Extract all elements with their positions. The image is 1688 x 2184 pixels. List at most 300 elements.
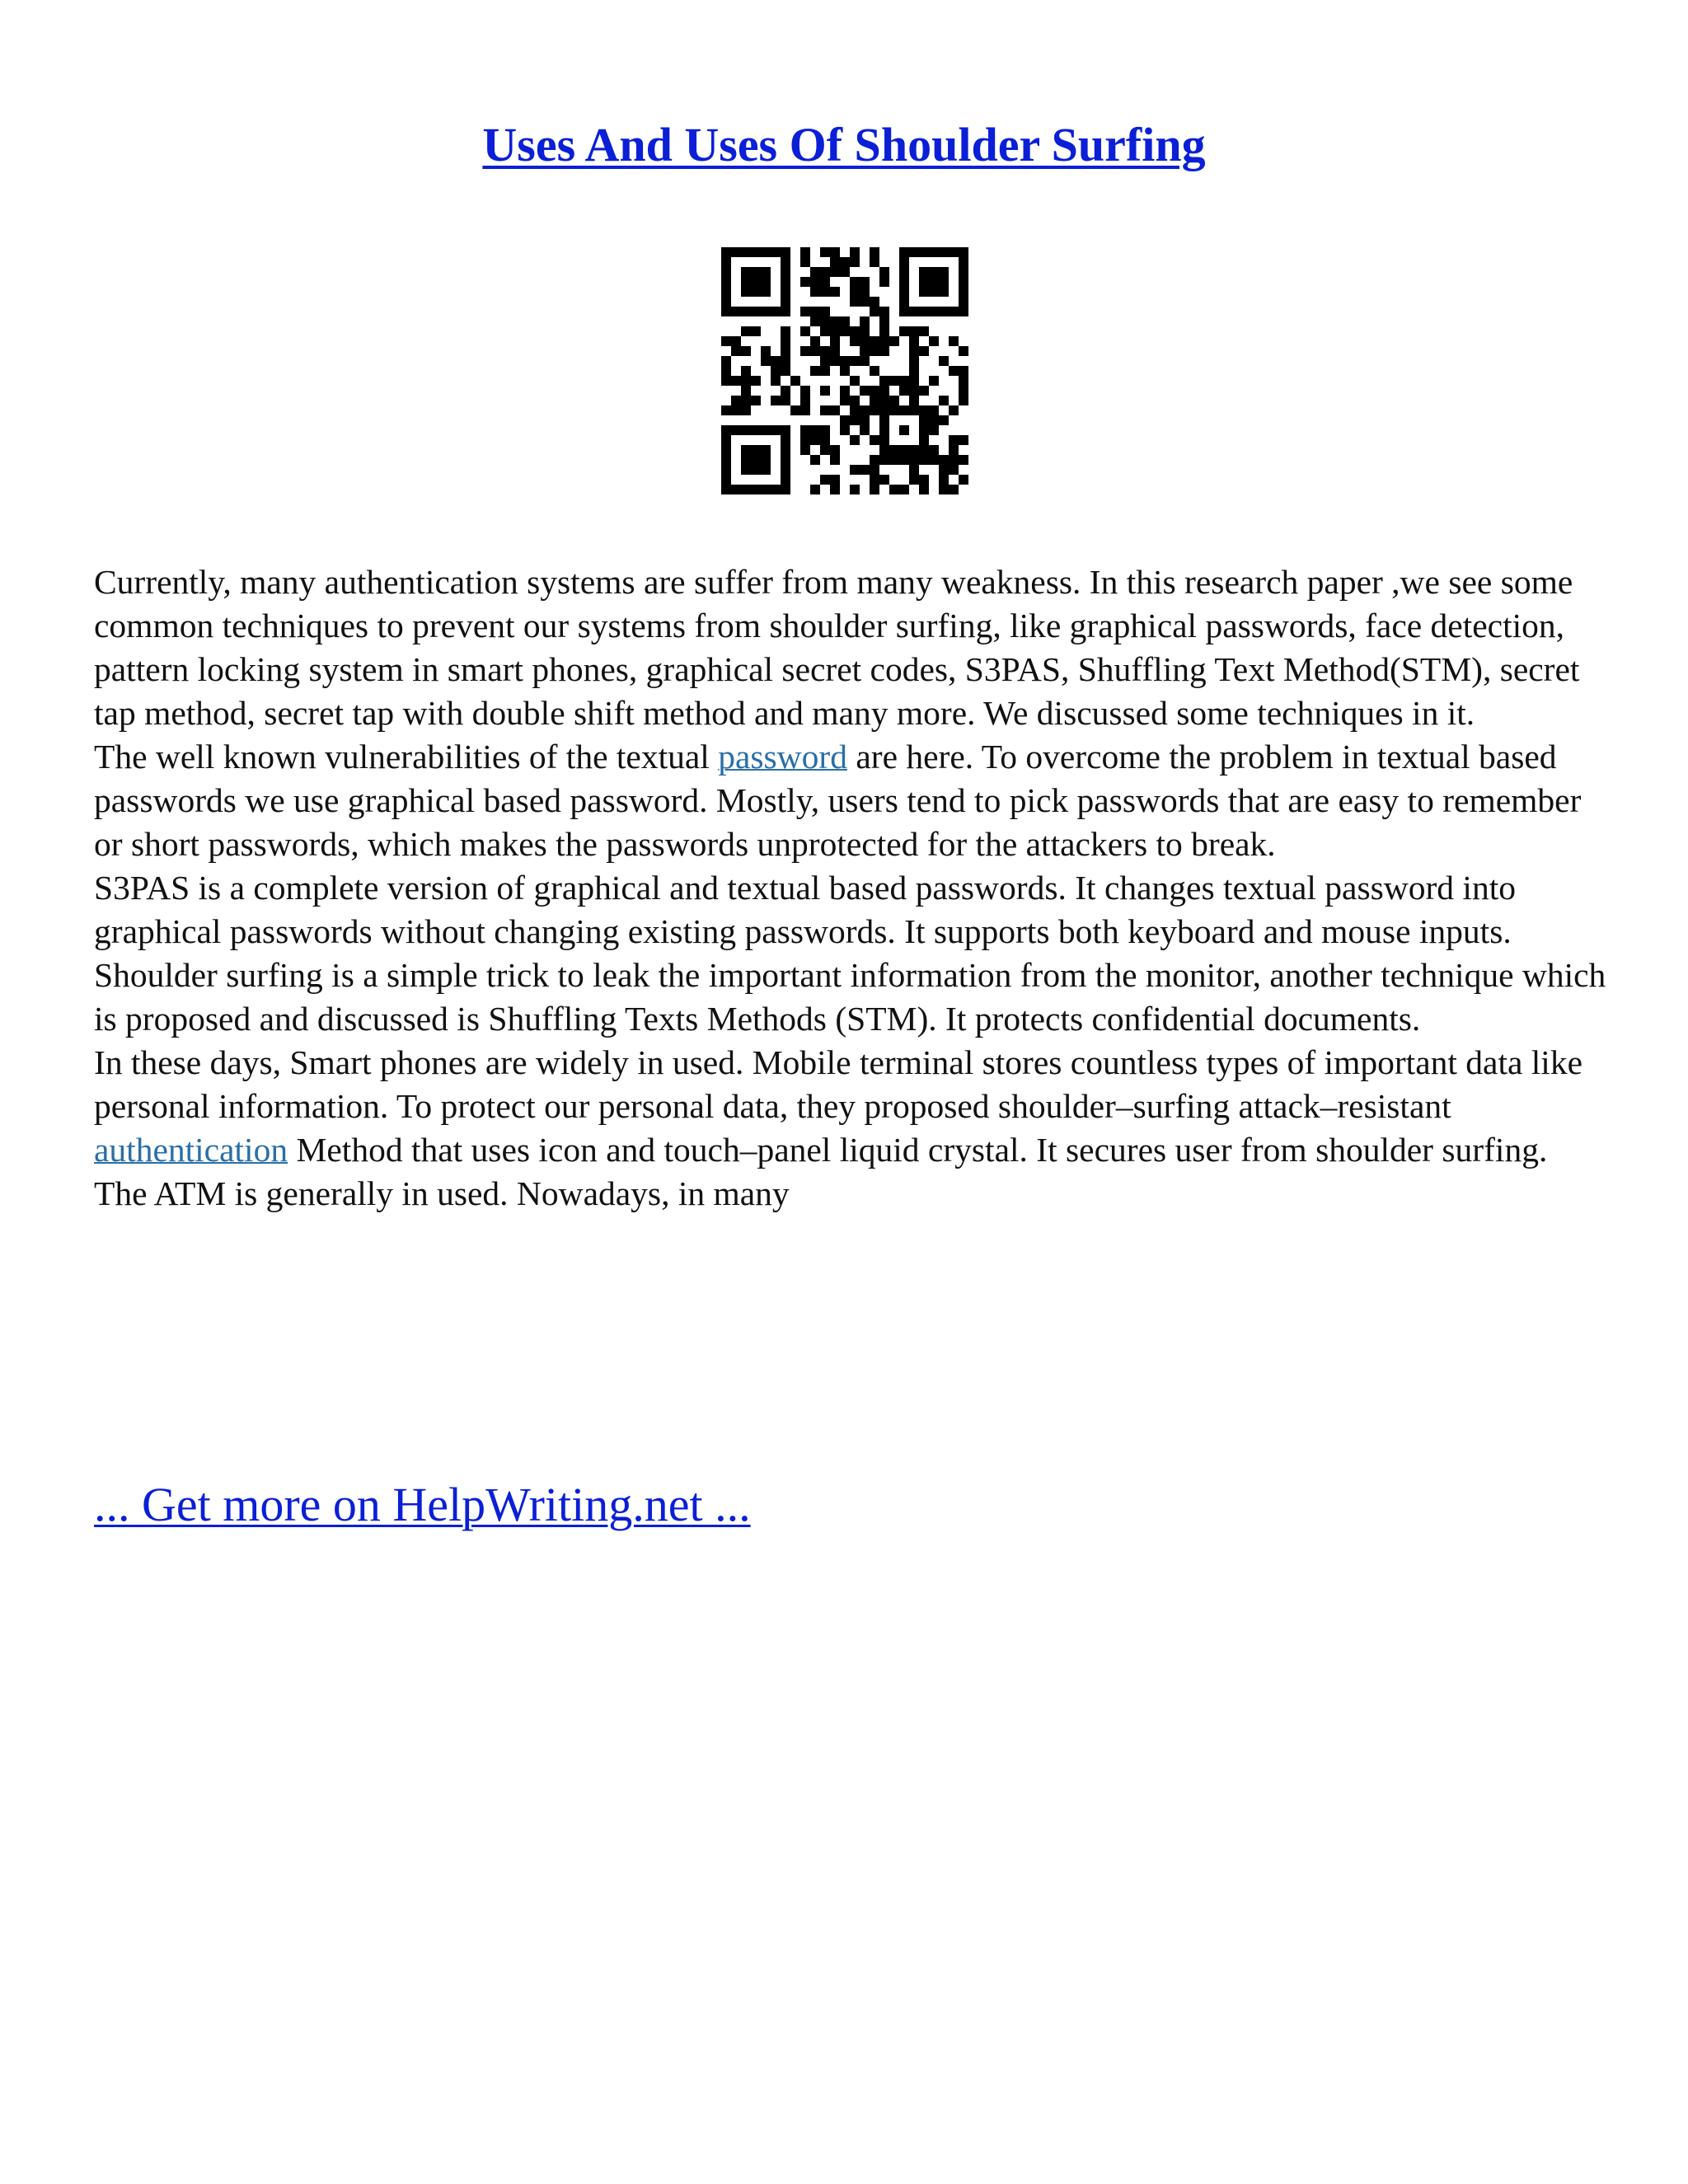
qr-module	[959, 386, 968, 396]
qr-module	[800, 346, 810, 356]
qr-module	[790, 405, 800, 415]
qr-module	[919, 247, 929, 257]
qr-module	[850, 376, 860, 386]
qr-module	[741, 465, 751, 475]
qr-module	[850, 435, 860, 445]
qr-module	[919, 267, 929, 277]
qr-module	[959, 376, 968, 386]
qr-module	[929, 455, 939, 465]
qr-module	[820, 307, 830, 316]
qr-module	[889, 445, 899, 455]
paragraph-1: Currently, many authentication systems are suffer from many weakness. In this research paper ,we see some common techniques to prevent our systems from shoulder surfing, like graphical passwords, face detection, pattern locking system in smart phones, graphical secret codes, S3PAS, Shuffling Text Method(STM), secret tap method, secret tap with double shift method and many more. We discussed some techniques in it.	[94, 563, 1580, 732]
qr-module	[939, 475, 949, 485]
qr-module	[959, 307, 968, 316]
paragraph-3: S3PAS is a complete version of graphical and textual based passwords. It changes textual password into graphical passwords without changing existing passwords. It supports both keyboard and mouse inputs.	[94, 869, 1516, 950]
qr-module	[741, 485, 751, 494]
qr-module	[761, 356, 771, 366]
qr-module	[899, 386, 909, 396]
qr-module	[919, 485, 929, 494]
qr-module	[879, 405, 889, 415]
qr-module	[860, 465, 870, 475]
qr-module	[781, 396, 790, 405]
qr-module	[889, 396, 899, 405]
qr-module	[721, 475, 731, 485]
qr-module	[959, 435, 968, 445]
qr-module	[751, 267, 761, 277]
qr-module	[721, 485, 731, 494]
qr-module	[919, 405, 929, 415]
qr-module	[731, 346, 741, 356]
qr-module	[860, 356, 870, 366]
qr-module	[741, 277, 751, 287]
qr-module	[761, 277, 771, 287]
qr-module	[879, 455, 889, 465]
qr-module	[830, 326, 840, 336]
qr-module	[899, 297, 909, 307]
qr-module	[781, 257, 790, 267]
qr-module	[820, 445, 830, 455]
qr-module	[879, 475, 889, 485]
qr-module	[781, 366, 790, 376]
qr-module	[820, 356, 830, 366]
qr-module	[850, 277, 860, 287]
qr-module	[870, 247, 879, 257]
qr-module	[939, 287, 949, 297]
qr-module	[939, 455, 949, 465]
qr-module	[870, 396, 879, 405]
qr-module	[939, 277, 949, 287]
paragraph-6: The ATM is generally in used. Nowadays, in many	[94, 1174, 790, 1212]
qr-module	[771, 247, 781, 257]
qr-module	[781, 445, 790, 455]
qr-module	[731, 247, 741, 257]
qr-module	[909, 336, 919, 346]
qr-module	[949, 405, 959, 415]
qr-module	[741, 376, 751, 386]
qr-module	[899, 425, 909, 435]
qr-module	[850, 465, 860, 475]
qr-module	[870, 455, 879, 465]
qr-module	[751, 247, 761, 257]
qr-module	[731, 405, 741, 415]
qr-module	[761, 247, 771, 257]
qr-module	[850, 485, 860, 494]
qr-module	[820, 366, 830, 376]
qr-module	[781, 475, 790, 485]
qr-module	[939, 415, 949, 425]
qr-module	[830, 445, 840, 455]
qr-module	[781, 287, 790, 297]
qr-module	[899, 376, 909, 386]
qr-module	[771, 396, 781, 405]
qr-module	[949, 247, 959, 257]
qr-module	[899, 405, 909, 415]
qr-module	[800, 277, 810, 287]
qr-module	[820, 346, 830, 356]
qr-module	[909, 366, 919, 376]
qr-module	[939, 267, 949, 277]
qr-module	[800, 445, 810, 455]
qr-module	[781, 307, 790, 316]
qr-module	[721, 465, 731, 475]
qr-module	[870, 435, 879, 445]
qr-module	[860, 287, 870, 297]
qr-module	[761, 465, 771, 475]
qr-module	[870, 366, 879, 376]
qr-module	[741, 425, 751, 435]
qr-module	[820, 425, 830, 435]
paragraph-2: The well known vulnerabilities of the textual password are here. To overcome the problem in textual based passwords we use graphical based password. Mostly, users tend to pick passwords that are easy to remember or short passwords, which makes the passwords unprotected for the attackers to break.	[94, 738, 1582, 863]
qr-module	[840, 386, 850, 396]
qr-module	[870, 336, 879, 346]
qr-code-icon	[721, 247, 968, 494]
qr-module	[919, 277, 929, 287]
qr-module	[850, 356, 860, 366]
qr-module	[721, 366, 731, 376]
qr-module	[800, 405, 810, 415]
qr-module	[781, 277, 790, 287]
qr-module	[731, 425, 741, 435]
qr-module	[909, 396, 919, 405]
get-more-paragraph	[94, 1475, 751, 1535]
qr-module	[741, 445, 751, 455]
qr-module	[919, 287, 929, 297]
qr-module	[959, 475, 968, 485]
qr-module	[761, 445, 771, 455]
qr-module	[741, 366, 751, 376]
qr-module	[721, 257, 731, 267]
qr-module	[879, 267, 889, 277]
qr-module	[721, 336, 731, 346]
qr-module	[761, 287, 771, 297]
qr-module	[830, 287, 840, 297]
qr-module	[860, 277, 870, 287]
qr-module	[860, 316, 870, 326]
qr-module	[810, 455, 820, 465]
qr-module	[781, 455, 790, 465]
qr-module	[741, 405, 751, 415]
qr-module	[919, 445, 929, 455]
qr-module	[840, 366, 850, 376]
qr-module	[959, 297, 968, 307]
qr-module	[899, 277, 909, 287]
article-body	[94, 560, 1611, 1216]
qr-module	[949, 485, 959, 494]
qr-module	[909, 405, 919, 415]
qr-module	[751, 376, 761, 386]
qr-module	[909, 356, 919, 366]
qr-module	[929, 445, 939, 455]
qr-module	[820, 405, 830, 415]
qr-module	[939, 247, 949, 257]
qr-module	[830, 267, 840, 277]
qr-module	[810, 485, 820, 494]
qr-module	[830, 485, 840, 494]
qr-module	[751, 287, 761, 297]
qr-module	[731, 485, 741, 494]
qr-module	[879, 376, 889, 386]
qr-module	[850, 336, 860, 346]
qr-module	[820, 386, 830, 396]
qr-module	[899, 257, 909, 267]
qr-module	[860, 326, 870, 336]
qr-module	[721, 307, 731, 316]
qr-module	[820, 287, 830, 297]
qr-module	[781, 435, 790, 445]
qr-module	[850, 415, 860, 425]
qr-module	[909, 326, 919, 336]
qr-module	[929, 267, 939, 277]
qr-module	[959, 277, 968, 287]
qr-module	[909, 247, 919, 257]
qr-module	[781, 326, 790, 336]
qr-module	[751, 465, 761, 475]
qr-module	[929, 405, 939, 415]
qr-module	[820, 475, 830, 485]
paragraph-4: Shoulder surfing is a simple trick to leak the important information from the monitor, another technique which is proposed and discussed is Shuffling Texts Methods (STM). It protects confidential documents.	[94, 956, 1606, 1038]
qr-module	[879, 445, 889, 455]
qr-module	[781, 267, 790, 277]
qr-module	[959, 366, 968, 376]
qr-module	[781, 346, 790, 356]
qr-module	[860, 336, 870, 346]
qr-module	[929, 415, 939, 425]
qr-module	[860, 346, 870, 356]
qr-module	[899, 485, 909, 494]
qr-module	[939, 396, 949, 405]
qr-module	[949, 366, 959, 376]
qr-module	[781, 485, 790, 494]
qr-module	[929, 425, 939, 435]
qr-module	[721, 405, 731, 415]
qr-module	[771, 366, 781, 376]
qr-module	[929, 287, 939, 297]
qr-module	[840, 425, 850, 435]
qr-module	[790, 376, 800, 386]
qr-module	[820, 435, 830, 445]
qr-module	[721, 445, 731, 455]
qr-module	[939, 307, 949, 316]
qr-module	[879, 415, 889, 425]
qr-module	[800, 307, 810, 316]
qr-module	[909, 465, 919, 475]
qr-module	[919, 435, 929, 445]
qr-module	[959, 287, 968, 297]
qr-module	[731, 307, 741, 316]
qr-module	[899, 287, 909, 297]
qr-module	[810, 316, 820, 326]
qr-module	[830, 455, 840, 465]
qr-module	[721, 356, 731, 366]
qr-module	[721, 277, 731, 287]
qr-module	[751, 425, 761, 435]
qr-module	[899, 326, 909, 336]
title-link[interactable]: Uses And Uses Of Shoulder Surfing	[482, 118, 1206, 171]
qr-module	[850, 405, 860, 415]
qr-module	[810, 435, 820, 445]
qr-module	[899, 307, 909, 316]
qr-module	[909, 475, 919, 485]
page-title	[0, 115, 1688, 175]
qr-module	[830, 336, 840, 346]
qr-module	[810, 425, 820, 435]
qr-module	[870, 465, 879, 475]
qr-module	[840, 396, 850, 405]
qr-module	[870, 297, 879, 307]
qr-module	[909, 307, 919, 316]
qr-module	[860, 415, 870, 425]
qr-module	[820, 316, 830, 326]
qr-module	[889, 455, 899, 465]
qr-module	[830, 405, 840, 415]
qr-module	[870, 307, 879, 316]
qr-module	[879, 316, 889, 326]
qr-module	[850, 396, 860, 405]
qr-module	[850, 326, 860, 336]
qr-module	[800, 257, 810, 267]
qr-module	[830, 257, 840, 267]
qr-module	[889, 376, 899, 386]
qr-module	[919, 425, 929, 435]
qr-module	[810, 287, 820, 297]
qr-module	[850, 247, 860, 257]
qr-module	[741, 307, 751, 316]
qr-module	[721, 247, 731, 257]
qr-module	[830, 356, 840, 366]
qr-module	[751, 326, 761, 336]
qr-module	[919, 455, 929, 465]
qr-module	[939, 356, 949, 366]
qr-module	[870, 405, 879, 415]
qr-module	[761, 485, 771, 494]
qr-module	[781, 386, 790, 396]
qr-module	[820, 277, 830, 287]
qr-module	[761, 346, 771, 356]
qr-module	[731, 396, 741, 405]
qr-module	[820, 267, 830, 277]
qr-module	[959, 247, 968, 257]
qr-module	[741, 247, 751, 257]
qr-module	[721, 267, 731, 277]
qr-module	[929, 307, 939, 316]
qr-module	[721, 455, 731, 465]
qr-module	[731, 336, 741, 346]
qr-module	[879, 277, 889, 287]
qr-module	[949, 336, 959, 346]
qr-module	[870, 346, 879, 356]
qr-module	[899, 267, 909, 277]
qr-module	[820, 247, 830, 257]
authentication-link[interactable]: authentication	[94, 1131, 288, 1169]
qr-module	[840, 267, 850, 277]
qr-module	[860, 425, 870, 435]
qr-module	[781, 425, 790, 435]
qr-module	[771, 485, 781, 494]
qr-module	[899, 445, 909, 455]
qr-module	[929, 277, 939, 287]
qr-module	[800, 396, 810, 405]
qr-module	[800, 425, 810, 435]
qr-module	[870, 257, 879, 267]
qr-module	[879, 346, 889, 356]
qr-module	[860, 297, 870, 307]
qr-module	[721, 376, 731, 386]
qr-module	[889, 485, 899, 494]
qr-module	[939, 485, 949, 494]
qr-module	[751, 485, 761, 494]
qr-module	[949, 455, 959, 465]
qr-module	[810, 346, 820, 356]
qr-module	[741, 455, 751, 465]
qr-module	[810, 267, 820, 277]
get-more-link[interactable]: ... Get more on HelpWriting.net ...	[94, 1478, 751, 1531]
qr-module	[771, 425, 781, 435]
qr-module	[840, 257, 850, 267]
qr-module	[840, 326, 850, 336]
qr-module	[830, 316, 840, 326]
qr-module	[919, 326, 929, 336]
qr-module	[899, 455, 909, 465]
qr-module	[919, 415, 929, 425]
qr-module	[741, 287, 751, 297]
qr-module	[800, 247, 810, 257]
qr-module	[840, 316, 850, 326]
qr-module	[751, 277, 761, 287]
qr-module	[959, 346, 968, 356]
qr-module	[781, 247, 790, 257]
qr-module	[781, 336, 790, 346]
qr-module	[909, 346, 919, 356]
qr-module	[959, 455, 968, 465]
qr-module	[721, 297, 731, 307]
qr-module	[800, 326, 810, 336]
qr-module	[741, 346, 751, 356]
qr-module	[721, 287, 731, 297]
qr-module	[840, 356, 850, 366]
qr-module	[781, 356, 790, 366]
qr-module	[830, 346, 840, 356]
qr-module	[919, 307, 929, 316]
qr-module	[771, 307, 781, 316]
qr-module	[741, 396, 751, 405]
qr-module	[751, 307, 761, 316]
qr-module	[741, 267, 751, 277]
qr-module	[850, 297, 860, 307]
qr-module	[820, 326, 830, 336]
qr-module	[919, 386, 929, 396]
qr-module	[959, 396, 968, 405]
qr-module	[919, 475, 929, 485]
qr-module	[879, 396, 889, 405]
qr-module	[949, 445, 959, 455]
qr-module	[741, 386, 751, 396]
qr-module	[870, 485, 879, 494]
qr-module	[810, 307, 820, 316]
qr-module	[751, 396, 761, 405]
qr-module	[879, 307, 889, 316]
password-link[interactable]: password	[718, 738, 847, 776]
qr-module	[929, 376, 939, 386]
qr-module	[800, 386, 810, 396]
qr-module	[939, 465, 949, 475]
qr-module	[761, 307, 771, 316]
qr-module	[830, 475, 840, 485]
qr-module	[840, 415, 850, 425]
qr-module	[959, 257, 968, 267]
qr-module	[731, 376, 741, 386]
qr-module	[889, 336, 899, 346]
qr-module	[909, 455, 919, 465]
